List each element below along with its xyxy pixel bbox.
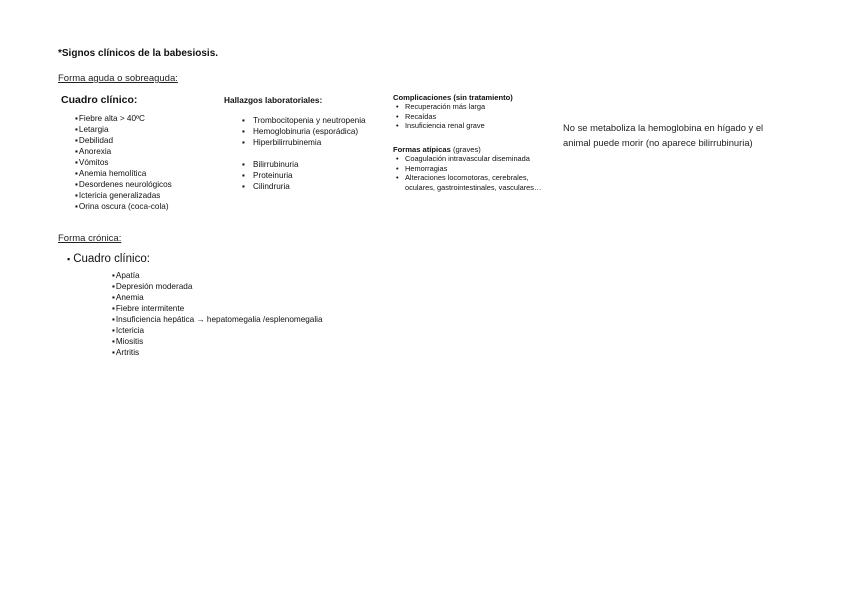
list-item: ▪ Ictericia generalizadas	[75, 190, 172, 201]
atypical-forms-list	[393, 154, 541, 192]
list-item: • Recuperación más larga	[393, 102, 485, 112]
atypical-forms-title: Formas atípicas (graves)	[393, 145, 481, 154]
list-item: • Alteraciones locomotoras, cerebrales,	[393, 173, 541, 183]
complications-title: Complicaciones (sin tratamiento)	[393, 93, 513, 102]
acute-form-heading: Forma aguda o sobreaguda:	[58, 73, 178, 84]
page-title: *Signos clínicos de la babesiosis.	[58, 48, 219, 59]
chronic-clinical-list	[112, 270, 323, 358]
list-item: • Hemorragias	[393, 164, 541, 174]
acute-clinical-title: Cuadro clínico:	[61, 94, 138, 106]
complications-list	[393, 102, 485, 131]
chronic-form-heading: Forma crónica:	[58, 233, 122, 244]
list-item: ▪ Anorexia	[75, 146, 172, 157]
chronic-clinical-title: ▪ Cuadro clínico:	[67, 253, 150, 265]
lab-findings-list-2	[240, 159, 299, 192]
acute-clinical-list	[75, 113, 172, 212]
list-item: ▪ Cilindruria	[240, 181, 299, 192]
list-item: ▪ Desordenes neurológicos	[75, 179, 172, 190]
side-note: No se metaboliza la hemoglobina en hígado y el animal puede morir (no aparece bilirrubinuria)	[563, 122, 764, 148]
list-item: ▪ Fiebre intermitente	[112, 303, 323, 314]
list-item: ▪ Hemoglobinuria (esporádica)	[240, 126, 366, 137]
list-item: ▪ Apatía	[112, 270, 323, 281]
list-item: ▪ Miositis	[112, 336, 323, 347]
list-item: ▪ Orina oscura (coca-cola)	[75, 201, 172, 212]
lab-findings-title: Hallazgos laboratoriales:	[224, 95, 323, 105]
list-item: ▪ Proteinuria	[240, 170, 299, 181]
list-item: ▪ Debilidad	[75, 135, 172, 146]
lab-findings-list-1	[240, 115, 366, 148]
list-item: ▪ Vómitos	[75, 157, 172, 168]
list-item: ▪ Letargia	[75, 124, 172, 135]
list-item: ▪ Bilirrubinuria	[240, 159, 299, 170]
list-item: ▪ Insuficiencia hepática → hepatomegalia /esplenomegalia	[112, 314, 323, 325]
list-item-continuation: oculares, gastrointestinales, vasculares…	[405, 182, 542, 192]
list-item: • Recaídas	[393, 112, 485, 122]
list-item: ▪ Artritis	[112, 347, 323, 358]
list-item: • Insuficiencia renal grave	[393, 121, 485, 131]
list-item: ▪ Depresión moderada	[112, 281, 323, 292]
list-item: ▪ Fiebre alta > 40ºC	[75, 113, 172, 124]
list-item: ▪ Anemia	[112, 292, 323, 303]
list-item: • Coagulación intravascular diseminada	[393, 154, 541, 164]
list-item: ▪ Anemia hemolítica	[75, 168, 172, 179]
list-item: ▪ Trombocitopenia y neutropenia	[240, 115, 366, 126]
list-item: ▪ Ictericia	[112, 325, 323, 336]
list-item: ▪ Hiperbilirrubinemia	[240, 137, 366, 148]
